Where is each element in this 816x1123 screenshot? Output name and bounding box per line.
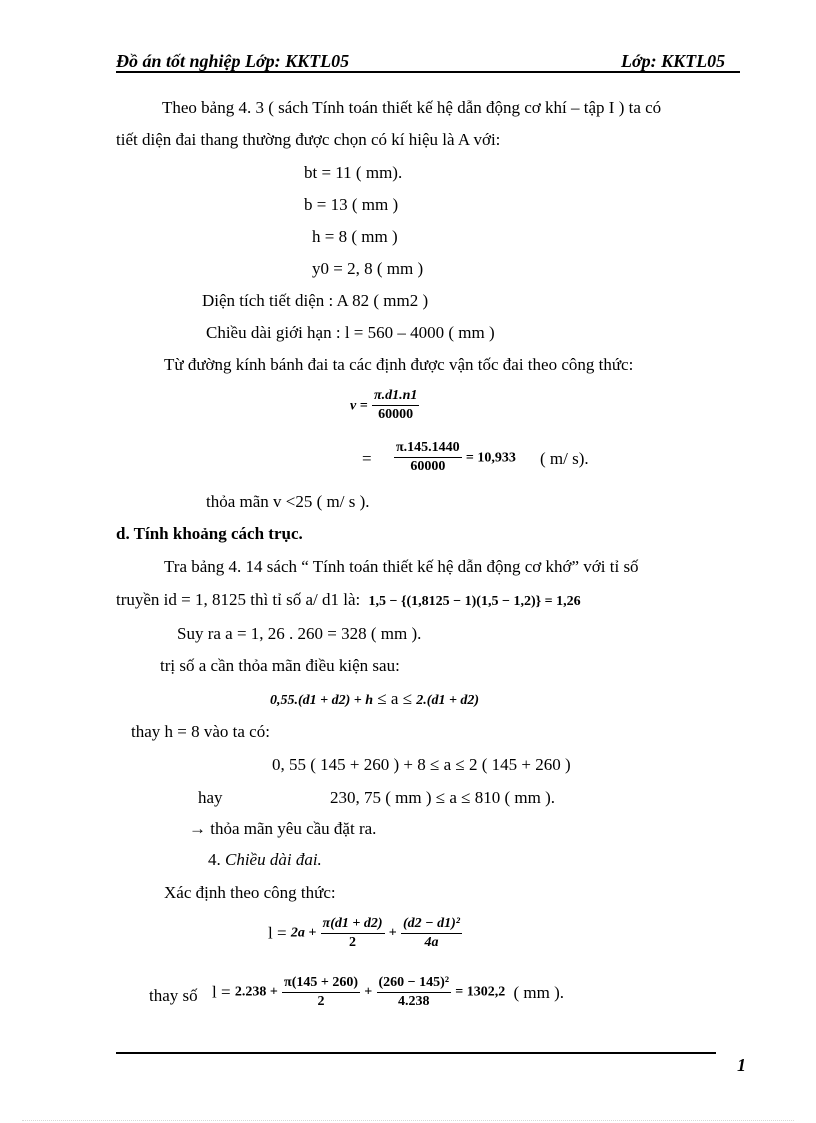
velocity-calc-denominator: 60000 [410,459,446,474]
length-sub-lhs: l = [212,982,231,1002]
length-term1: 2a + [290,925,317,941]
footer-rule [116,1052,716,1054]
velocity-formula [350,388,419,423]
param-area: Diện tích tiết diện : A 82 ( mm2 ) [202,291,429,310]
velocity-calc-unit: ( m/ s). [540,449,589,468]
section-4-heading [208,849,322,871]
length-plus: + [388,925,397,941]
velocity-check: thỏa mãn v <25 ( m/ s ). [206,492,370,511]
velocity-calc-numerator: π.145.1440 [394,440,462,458]
velocity-calc-eq: = [362,449,372,468]
length-fraction2-numerator: (d2 − d1)² [401,916,462,934]
section-4-number: 4. [208,850,221,869]
length-sub-term1: 2.238 + [234,984,278,1000]
suy-ra: Suy ra a = 1, 26 . 260 = 328 ( mm ). [177,624,422,643]
length-sub-fraction2-numerator: (260 − 145)² [377,975,452,993]
velocity-calc-fraction [394,440,462,475]
requirement-satisfied: → thỏa mãn yêu cầu đặt ra. [189,819,377,838]
length-fraction1-denominator: 2 [349,935,357,950]
param-h: h = 8 ( mm ) [312,227,398,246]
param-b: b = 13 ( mm ) [304,195,399,214]
section-d-heading: d. Tính khoảng cách trục. [116,524,303,543]
page-bottom-divider [22,1120,794,1121]
hay-range: 230, 75 ( mm ) ≤ a ≤ 810 ( mm ). [330,788,555,807]
paragraph-intro-line2: tiết diện đai thang thường được chọn có kí hiệu là A với: [116,130,501,149]
length-fraction1 [321,916,385,951]
length-sub-fraction2-denominator: 4.238 [398,994,430,1009]
condition-formula [270,688,479,712]
paragraph-intro-line1: Theo bảng 4. 3 ( sách Tính toán thiết kế hệ dẫn động cơ khí – tập I ) ta có [162,98,662,117]
param-y0: y0 = 2, 8 ( mm ) [312,259,424,278]
header-left: Đồ án tốt nghiệp Lớp: KKTL05 [116,51,350,71]
section-4-title: Chiều dài đai. [225,850,322,869]
condition-middle: ≤ a ≤ [377,689,413,708]
velocity-calc [394,440,516,475]
length-sub-plus: + [364,984,373,1000]
length-sub-fraction1-denominator: 2 [317,994,325,1009]
velocity-denominator: 60000 [378,407,414,422]
length-fraction2-denominator: 4a [424,935,439,950]
velocity-calc-result: = 10,933 [465,450,516,466]
tra-bang-line1: Tra bảng 4. 14 sách “ Tính toán thiết kế hệ dẫn động cơ khớ” với tỉ số [164,557,639,576]
hay-label: hay [198,788,223,807]
length-lhs: l = [268,923,287,943]
length-sub-result: = 1302,2 [455,984,506,1000]
length-sub-fraction1 [282,975,360,1010]
tra-bang-line2 [116,589,581,613]
condition-numeric: 0, 55 ( 145 + 260 ) + 8 ≤ a ≤ 2 ( 145 + 260 ) [272,755,571,774]
thay-so-label: thay số [149,986,198,1005]
length-formula [268,916,462,951]
ratio-formula: 1,5 − {(1,8125 − 1)(1,5 − 1,2)} = 1,26 [368,594,581,609]
velocity-fraction [372,388,419,423]
header-rule [116,71,740,73]
param-bt: bt = 11 ( mm). [304,163,403,182]
page-number: 1 [737,1055,746,1075]
header-right: Lớp: KKTL05 [621,51,726,71]
condition-left: 0,55.(d1 + d2) + h [270,693,374,708]
tra-bang-line2-text: truyền id = 1, 8125 thì tỉ số a/ d1 là: [116,590,361,609]
length-substituted [212,975,564,1010]
velocity-intro: Từ đường kính bánh đai ta các định được vận tốc đai theo công thức: [164,355,634,374]
length-fraction2 [401,916,462,951]
param-length-limit: Chiều dài giới hạn : l = 560 – 4000 ( mm ) [206,323,495,342]
length-sub-fraction1-numerator: π(145 + 260) [282,975,360,993]
xac-dinh: Xác định theo công thức: [164,883,336,902]
thay-h: thay h = 8 vào ta có: [131,722,270,741]
length-fraction1-numerator: π(d1 + d2) [321,916,385,934]
velocity-lhs: v = [350,398,368,414]
length-sub-unit: ( mm ). [513,982,565,1002]
condition-right: 2.(d1 + d2) [416,693,480,708]
length-sub-fraction2 [377,975,452,1010]
velocity-numerator: π.d1.n1 [372,388,419,406]
tri-so-condition: trị số a cần thỏa mãn điều kiện sau: [160,656,400,675]
